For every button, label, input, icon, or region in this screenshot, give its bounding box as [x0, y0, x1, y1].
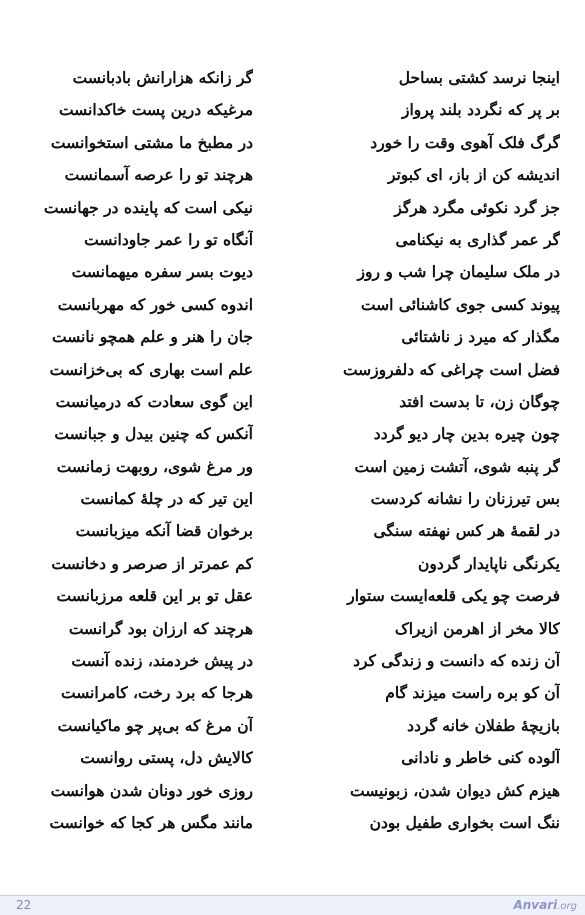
verse-line: کالایش دل، پستی روانست — [80, 748, 253, 768]
verse-line: روزی خور دونان شدن هوانست — [50, 780, 253, 800]
verse-line: آنگاه تو را عمر جاودانست — [84, 229, 253, 249]
verse-line: فضل است چراغی که دلفروزست — [342, 359, 560, 379]
verse-line: اندوه کسی خور که مهربانست — [57, 294, 253, 314]
verse-line: این گوی سعادت که درمیانست — [55, 391, 253, 411]
verse-line: جز گرد نکوئی مگرد هرگز — [394, 197, 560, 217]
poem-left-column — [14, 62, 295, 842]
verse-line: آنکس که چنین بیدل و جبانست — [54, 424, 253, 444]
page-footer — [0, 895, 585, 915]
verse-line: آلوده کنی خاطر و نادانی — [401, 748, 560, 768]
verse-line: گر زانکه هزارانش بادبانست — [72, 68, 253, 87]
verse-line: در پیش خردمند، زنده آنست — [71, 651, 253, 671]
verse-line: این تیر که در چلهٔ کمانست — [80, 489, 253, 509]
verse-line: کالا مخر از اهرمن ازیراک — [394, 618, 560, 638]
verse-line: گر عمر گذاری به نیکنامی — [395, 229, 560, 249]
verse-line: هیزم کش دیوان شدن، زبونیست — [350, 780, 560, 800]
verse-line: عقل تو بر این قلعه مرزبانست — [56, 586, 253, 606]
verse-line: جان را هنر و علم همچو نانست — [52, 327, 253, 347]
verse-line: گرگ فلک آهوی وقت را خورد — [370, 132, 560, 152]
poem-right-column — [295, 62, 576, 842]
verse-line: اینجا نرسد کشتی بساحل — [398, 68, 560, 87]
verse-line: یکرنگی ناپایدار گردون — [417, 553, 560, 573]
verse-line: ور مرغ شوی، روبهت زمانست — [56, 456, 253, 476]
verse-line: فرصت چو یکی قلعه‌ایست ستوار — [347, 586, 560, 606]
verse-line: دیوت بسر سفره میهمانست — [71, 262, 253, 282]
verse-line: آن زنده که دانست و زندگی کرد — [353, 651, 560, 671]
verse-line: در ملک سلیمان چرا شب و روز — [357, 262, 560, 282]
watermark-suffix: .org — [557, 901, 577, 912]
verse-line: پیوند کسی جوی کاشنائی است — [360, 294, 560, 314]
verse-line: در لقمهٔ هر کس نهفته سنگی — [373, 521, 560, 541]
verse-line: علم است بهاری که بی‌خزانست — [49, 359, 253, 379]
verse-line: آن کو بره راست میزند گام — [385, 683, 560, 703]
verse-line: ننگ است بخواری طفیل بودن — [369, 812, 560, 832]
verse-line: بازیچهٔ طفلان خانه گردد — [407, 715, 560, 735]
verse-line: چون چیره بدین چار دیو گردد — [373, 424, 560, 444]
verse-line: مانند مگس هر کجا که خوانست — [49, 812, 253, 832]
verse-line: بر پر که نگردد بلند پرواز — [401, 100, 560, 120]
verse-line: هرچند تو را عرصه آسمانست — [64, 165, 253, 185]
verse-line: مگذار که میرد ز ناشتائی — [401, 327, 560, 347]
verse-line: آن مرغ که بی‌پر چو ماکیانست — [57, 715, 253, 735]
verse-line: گر پنبه شوی، آتشت زمین است — [354, 456, 560, 476]
verse-line: چوگان زن، تا بدست افتد — [399, 391, 560, 411]
verse-line: برخوان قضا آنکه میزبانست — [75, 521, 253, 541]
page-number: 22 — [16, 898, 32, 912]
verse-line: اندیشه کن از باز، ای کبوتر — [387, 165, 560, 185]
site-watermark[interactable] — [513, 898, 577, 912]
verse-line: هرچند که ارزان بود گرانست — [68, 618, 253, 638]
verse-line: بس تیرزنان را نشانه کردست — [370, 489, 560, 509]
verse-line: هرجا که برد رخت، کامرانست — [61, 683, 253, 703]
verse-line: مرغیکه درین پست خاکدانست — [58, 100, 253, 120]
poem-body — [14, 62, 576, 842]
verse-line: نیکی است که پاینده در جهانست — [43, 197, 253, 217]
verse-line: در مطبخ ما مشتی استخوانست — [50, 132, 253, 152]
watermark-name: Anvari — [513, 898, 558, 912]
verse-line: کم عمرتر از صرصر و دخانست — [51, 553, 253, 573]
